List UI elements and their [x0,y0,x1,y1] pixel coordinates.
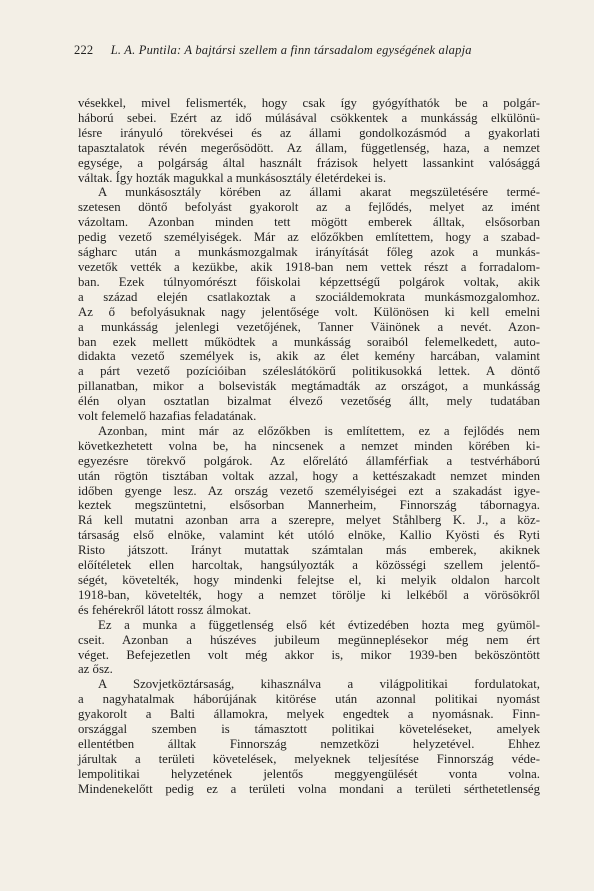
text-line: ellentétben álltak Finnország nemzetközi helyzetével. Ehhez [78,736,540,751]
text-line: Mindenekelőtt pedig ez a területi volna mondani a területi sérthetetlenség [78,781,540,796]
text-line: vésekkel, mivel felismerték, hogy csak így gyógyíthatók be a polgár- [78,96,540,110]
text-line: Ez a munka a függetlenség első két évtizedében hozta meg gyümöl- [98,617,540,632]
text-line: a munkásság jelenlegi vezetőjének, Tanner Väinönek a nevét. Azon- [78,319,540,334]
text-line: élén olyan osztatlan bizalmat élvező vezetőség állt, mely tudatában [78,394,540,409]
page-number: 222 [74,43,94,57]
text-line: országgal szemben is támasztott politikai követeléseket, amelyek [78,722,540,737]
text-line: és fehérekről látott rossz álmokat. [78,602,252,617]
text-line: egysége, a polgárság által használt frázisok helyett lassankint valósággá [78,155,540,170]
text-line: didakta vezető személyek is, akik az élet kemény harcában, valamint [78,349,540,364]
running-header [74,43,554,58]
text-line: társaság első elnöke, valamint két utóló elnöke, Kallio Kyösti és Ryti [78,528,540,543]
text-line: járultak a területi követelések, melyeknek teljesítése Finnország véde- [78,751,540,766]
text-line: 1918-ban, követelték, hogy a nemzet törölje ki lelkéből a vörösökről [78,587,540,602]
text-line: cseit. Azonban a húszéves jubileum megünneplésekor még nem ért [78,632,540,647]
text-line: vázoltam. Azonban minden tett mögött emberek álltak, elsősorban [78,215,540,230]
text-line: szetesen döntő befolyást gyakorolt az a fejlődés, melyet az imént [78,200,540,215]
text-line: Azonban, mint már az előzőkben is említettem, ez a fejlődés nem [98,423,540,438]
text-line: után rögtön tisztában voltak azzal, hogy a kettészakadt nemzet minden [78,468,540,483]
text-line: ságharc után a munkásmozgalmak irányítását főleg azok a munkás- [78,245,540,260]
text-line: előítéletek ellen harcoltak, hangsúlyozták a közösségi szellem jelentő- [78,558,540,573]
text-line: háború sebei. Ezért az idő múlásával csökkentek a munkásság elkülönü- [78,110,540,125]
text-line: volt felemelő hazafias feladatának. [78,409,257,424]
text-line: A munkásosztály körében az állami akarat megszületésére termé- [98,185,540,200]
text-line: pedig vezető személyiségek. Már az előzőkben említettem, hogy a szabad- [78,230,540,245]
text-line: a párt vezető pozícióiban széleslátókörű politikusokká lettek. A döntő [78,364,540,379]
text-line: ban ezek mellett működtek a munkásság soraiból felemelkedett, auto- [78,334,540,349]
text-line: vezetők vették a kezükbe, akik 1918-ban nem vettek részt a forradalom- [78,259,540,274]
body-text [78,96,540,797]
text-line: véget. Befejezetlen volt még akkor is, mikor 1939-ben beköszöntött [78,647,540,662]
text-line: ban. Ezek túlnyomórészt főiskolai képzettségű polgárok voltak, akik [78,274,540,289]
text-line: időben gyenge lesz. Az ország vezető személyiségei ezt a szakadást igye- [78,483,540,498]
text-line: következhetett volna be, ha nincsenek a nemzet minden körében ki- [78,438,540,453]
text-line: egyezésre törekvő polgárok. Az előrelátó államférfiak a testvérháború [78,453,540,468]
text-line: Rá kell mutatni azonban arra a szerepre, melyet Ståhlberg K. J., a köz- [78,513,540,528]
text-line: váltak. Így hozták magukkal a munkásosztály életérdekei is. [78,170,387,185]
text-line: gyakorolt a Balti államokra, melyek engedtek a nyomásnak. Finn- [78,707,540,722]
running-title: L. A. Puntila: A bajtársi szellem a finn társadalom egységének alapja [110,43,472,57]
text-line: lésre irányuló törekvései és az állami gondolkozásmód a gyakorlati [78,125,540,140]
text-line: pillanatban, mikor a bolsevisták megtámadták az országot, a munkásság [78,379,540,394]
text-line: keztek megszüntetni, elsősorban Mannerheim, Finnország tábornagya. [78,498,540,513]
text-line: tapasztalatok révén megerősödött. Az állam, függetlenség, haza, a nemzet [78,140,540,155]
text-line: Az ő befolyásuknak nagy jelentősége volt. Különösen ki kell emelni [78,304,540,319]
text-line: a század elején csatlakoztak a szociáldemokrata munkásmozgalomhoz. [78,289,540,304]
text-line: Risto játszott. Irányt mutattak számtalan más emberek, akiknek [78,543,540,558]
text-line: ségét, követelték, hogy mindenki felejtse el, ki melyik oldalon harcolt [78,573,540,587]
text-line: lempolitikai helyzetének jelentős meggyengülését vonta volna. [78,766,540,781]
text-line: az ősz. [78,662,113,677]
text-line: A Szovjetköztársaság, kihasználva a világpolitikai fordulatokat, [98,677,540,692]
text-line: a nagyhatalmak háborújának kitörése után azonnal politikai nyomást [78,692,540,707]
